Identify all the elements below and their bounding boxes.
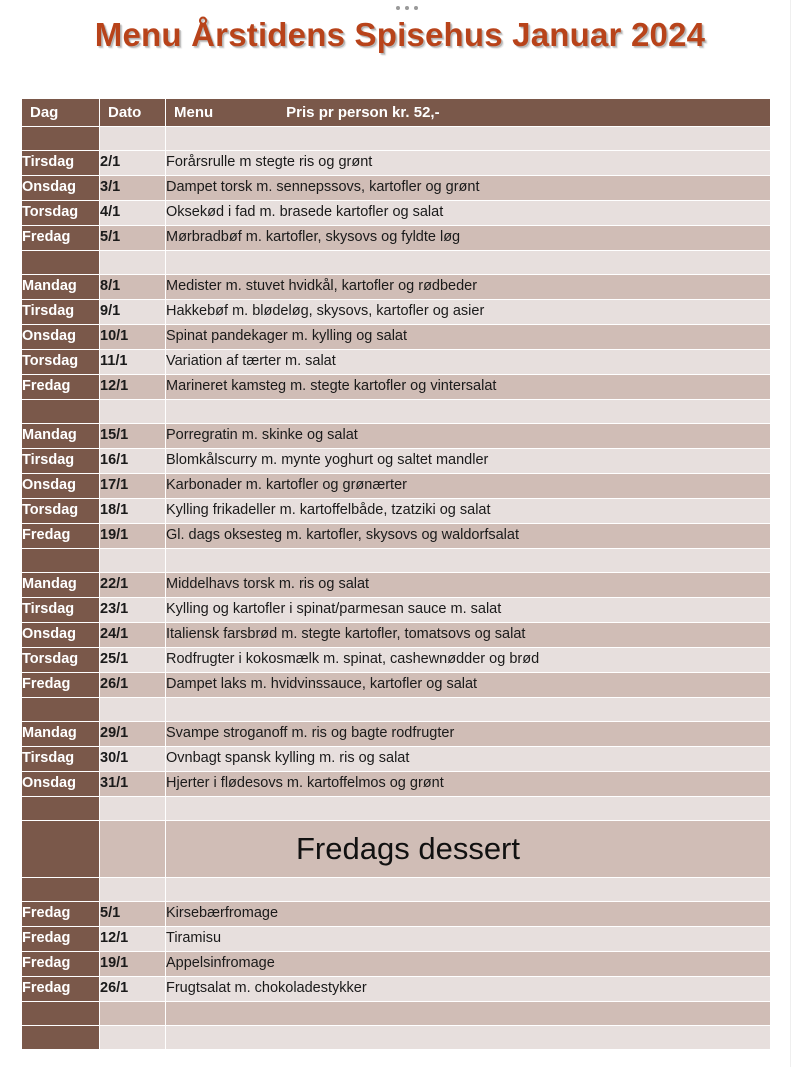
- cell-day: [22, 698, 100, 721]
- table-row: [22, 623, 771, 647]
- cell-day: Mandag: [22, 275, 100, 299]
- spacer-row: [22, 1026, 771, 1049]
- spacer-row: [22, 1002, 771, 1025]
- cell-day: Mandag: [22, 424, 100, 448]
- cell-day: Fredag: [22, 977, 100, 1001]
- cell-dish: Marineret kamsteg m. stegte kartofler og vintersalat: [166, 375, 771, 399]
- table-row: [22, 747, 771, 771]
- cell-date: 10/1: [100, 325, 166, 349]
- cell-day: [22, 1026, 100, 1049]
- spacer-row: [22, 127, 771, 150]
- cell-dish: [166, 1002, 771, 1025]
- cell-dish: Kylling frikadeller m. kartoffelbåde, tzatziki og salat: [166, 499, 771, 523]
- spacer-row: [22, 878, 771, 901]
- table-row: [22, 300, 771, 324]
- cell-date: 26/1: [100, 673, 166, 697]
- cell-day: [22, 821, 100, 877]
- cell-day: [22, 251, 100, 274]
- spacer-row: [22, 698, 771, 721]
- table-row: [22, 902, 771, 926]
- cell-day: Fredag: [22, 673, 100, 697]
- cell-dish: Kylling og kartofler i spinat/parmesan sauce m. salat: [166, 598, 771, 622]
- cell-dish: [166, 400, 771, 423]
- cell-day: Onsdag: [22, 772, 100, 796]
- cell-day: Tirsdag: [22, 598, 100, 622]
- cell-day: Onsdag: [22, 176, 100, 200]
- menu-table-body: [22, 127, 771, 1049]
- table-row: [22, 927, 771, 951]
- cell-day: [22, 1002, 100, 1025]
- cell-date: [100, 400, 166, 423]
- cell-date: 17/1: [100, 474, 166, 498]
- cell-date: 26/1: [100, 977, 166, 1001]
- cell-dish: Forårsrulle m stegte ris og grønt: [166, 151, 771, 175]
- cell-day: Onsdag: [22, 474, 100, 498]
- cell-dish: Italiensk farsbrød m. stegte kartofler, tomatsovs og salat: [166, 623, 771, 647]
- cell-date: [100, 127, 166, 150]
- cell-date: 11/1: [100, 350, 166, 374]
- cell-date: [100, 698, 166, 721]
- cell-dish: [166, 251, 771, 274]
- cell-dish: [166, 127, 771, 150]
- table-row: [22, 524, 771, 548]
- cell-day: Mandag: [22, 573, 100, 597]
- cell-day: Torsdag: [22, 350, 100, 374]
- menu-table-header: [22, 99, 771, 126]
- cell-dish: Appelsinfromage: [166, 952, 771, 976]
- cell-dish: Variation af tærter m. salat: [166, 350, 771, 374]
- cell-date: 25/1: [100, 648, 166, 672]
- cell-day: Fredag: [22, 902, 100, 926]
- cell-date: 19/1: [100, 524, 166, 548]
- cell-date: [100, 1026, 166, 1049]
- cell-day: [22, 127, 100, 150]
- cell-date: [100, 1002, 166, 1025]
- cell-dish: [166, 549, 771, 572]
- cell-day: Fredag: [22, 226, 100, 250]
- title-area: [0, 0, 800, 70]
- table-row: [22, 977, 771, 1001]
- table-row: [22, 350, 771, 374]
- cell-day: Torsdag: [22, 499, 100, 523]
- table-row: [22, 275, 771, 299]
- drag-handle-dots-icon: [396, 6, 418, 10]
- cell-day: Onsdag: [22, 325, 100, 349]
- spacer-row: [22, 400, 771, 423]
- cell-dish: Hakkebøf m. blødeløg, skysovs, kartofler og asier: [166, 300, 771, 324]
- table-row: [22, 474, 771, 498]
- table-row: [22, 499, 771, 523]
- cell-dish: [166, 698, 771, 721]
- cell-date: [100, 797, 166, 820]
- cell-date: 23/1: [100, 598, 166, 622]
- cell-day: [22, 400, 100, 423]
- cell-date: 12/1: [100, 375, 166, 399]
- cell-day: Fredag: [22, 927, 100, 951]
- cell-date: 22/1: [100, 573, 166, 597]
- table-row: [22, 449, 771, 473]
- cell-day: Torsdag: [22, 648, 100, 672]
- table-row: [22, 573, 771, 597]
- cell-date: [100, 878, 166, 901]
- cell-date: 2/1: [100, 151, 166, 175]
- table-row: [22, 598, 771, 622]
- cell-date: [100, 251, 166, 274]
- cell-day: Tirsdag: [22, 300, 100, 324]
- spacer-row: [22, 797, 771, 820]
- cell-dish: [166, 797, 771, 820]
- spacer-row: [22, 549, 771, 572]
- cell-day: Fredag: [22, 375, 100, 399]
- page-title: Menu Årstidens Spisehus Januar 2024: [94, 16, 706, 53]
- dessert-banner-row: [22, 821, 771, 877]
- cell-dish: Frugtsalat m. chokoladestykker: [166, 977, 771, 1001]
- cell-date: 5/1: [100, 226, 166, 250]
- table-row: [22, 952, 771, 976]
- cell-day: [22, 797, 100, 820]
- cell-dish: Gl. dags oksesteg m. kartofler, skysovs og waldorfsalat: [166, 524, 771, 548]
- table-row: [22, 176, 771, 200]
- cell-date: 31/1: [100, 772, 166, 796]
- cell-dish: Tiramisu: [166, 927, 771, 951]
- cell-date: 12/1: [100, 927, 166, 951]
- cell-date: 30/1: [100, 747, 166, 771]
- cell-day: [22, 549, 100, 572]
- cell-dish: Blomkålscurry m. mynte yoghurt og saltet mandler: [166, 449, 771, 473]
- cell-dish: Dampet laks m. hvidvinssauce, kartofler og salat: [166, 673, 771, 697]
- cell-date: 16/1: [100, 449, 166, 473]
- cell-dish: [166, 1026, 771, 1049]
- cell-date: 8/1: [100, 275, 166, 299]
- table-row: [22, 722, 771, 746]
- cell-dish: Svampe stroganoff m. ris og bagte rodfrugter: [166, 722, 771, 746]
- slide-boundary-line: [790, 0, 791, 1067]
- dessert-section-title: Fredags dessert: [166, 821, 771, 877]
- table-row: [22, 375, 771, 399]
- table-row: [22, 673, 771, 697]
- cell-date: 19/1: [100, 952, 166, 976]
- cell-dish: Hjerter i flødesovs m. kartoffelmos og grønt: [166, 772, 771, 796]
- cell-date: 18/1: [100, 499, 166, 523]
- cell-day: Tirsdag: [22, 747, 100, 771]
- cell-day: Mandag: [22, 722, 100, 746]
- cell-day: Tirsdag: [22, 151, 100, 175]
- cell-date: 24/1: [100, 623, 166, 647]
- menu-table: [22, 98, 771, 1050]
- cell-dish: Kirsebærfromage: [166, 902, 771, 926]
- cell-date: 4/1: [100, 201, 166, 225]
- cell-dish: Ovnbagt spansk kylling m. ris og salat: [166, 747, 771, 771]
- cell-dish: Medister m. stuvet hvidkål, kartofler og rødbeder: [166, 275, 771, 299]
- cell-date: 9/1: [100, 300, 166, 324]
- cell-dish: Spinat pandekager m. kylling og salat: [166, 325, 771, 349]
- cell-dish: [166, 878, 771, 901]
- cell-date: 5/1: [100, 902, 166, 926]
- cell-date: [100, 821, 166, 877]
- table-header-row: [22, 99, 771, 126]
- cell-dish: Karbonader m. kartofler og grønærter: [166, 474, 771, 498]
- price-note: Pris pr person kr. 52,-: [286, 103, 440, 121]
- cell-day: [22, 878, 100, 901]
- cell-day: Fredag: [22, 952, 100, 976]
- cell-date: 29/1: [100, 722, 166, 746]
- table-row: [22, 424, 771, 448]
- cell-dish: Rodfrugter i kokosmælk m. spinat, cashewnødder og brød: [166, 648, 771, 672]
- column-header-dag: Dag: [22, 99, 100, 126]
- column-header-dato: Dato: [100, 99, 166, 126]
- table-row: [22, 648, 771, 672]
- table-row: [22, 151, 771, 175]
- table-row: [22, 201, 771, 225]
- cell-dish: Oksekød i fad m. brasede kartofler og salat: [166, 201, 771, 225]
- cell-dish: Middelhavs torsk m. ris og salat: [166, 573, 771, 597]
- column-header-menu-label: Menu: [174, 103, 214, 121]
- table-row: [22, 325, 771, 349]
- cell-dish: Mørbradbøf m. kartofler, skysovs og fyldte løg: [166, 226, 771, 250]
- cell-date: 3/1: [100, 176, 166, 200]
- cell-day: Torsdag: [22, 201, 100, 225]
- cell-date: 15/1: [100, 424, 166, 448]
- spacer-row: [22, 251, 771, 274]
- column-header-menu: [166, 99, 771, 126]
- table-row: [22, 772, 771, 796]
- cell-dish: Dampet torsk m. sennepssovs, kartofler og grønt: [166, 176, 771, 200]
- cell-dish: Porregratin m. skinke og salat: [166, 424, 771, 448]
- cell-day: Fredag: [22, 524, 100, 548]
- table-row: [22, 226, 771, 250]
- cell-date: [100, 549, 166, 572]
- cell-day: Tirsdag: [22, 449, 100, 473]
- cell-day: Onsdag: [22, 623, 100, 647]
